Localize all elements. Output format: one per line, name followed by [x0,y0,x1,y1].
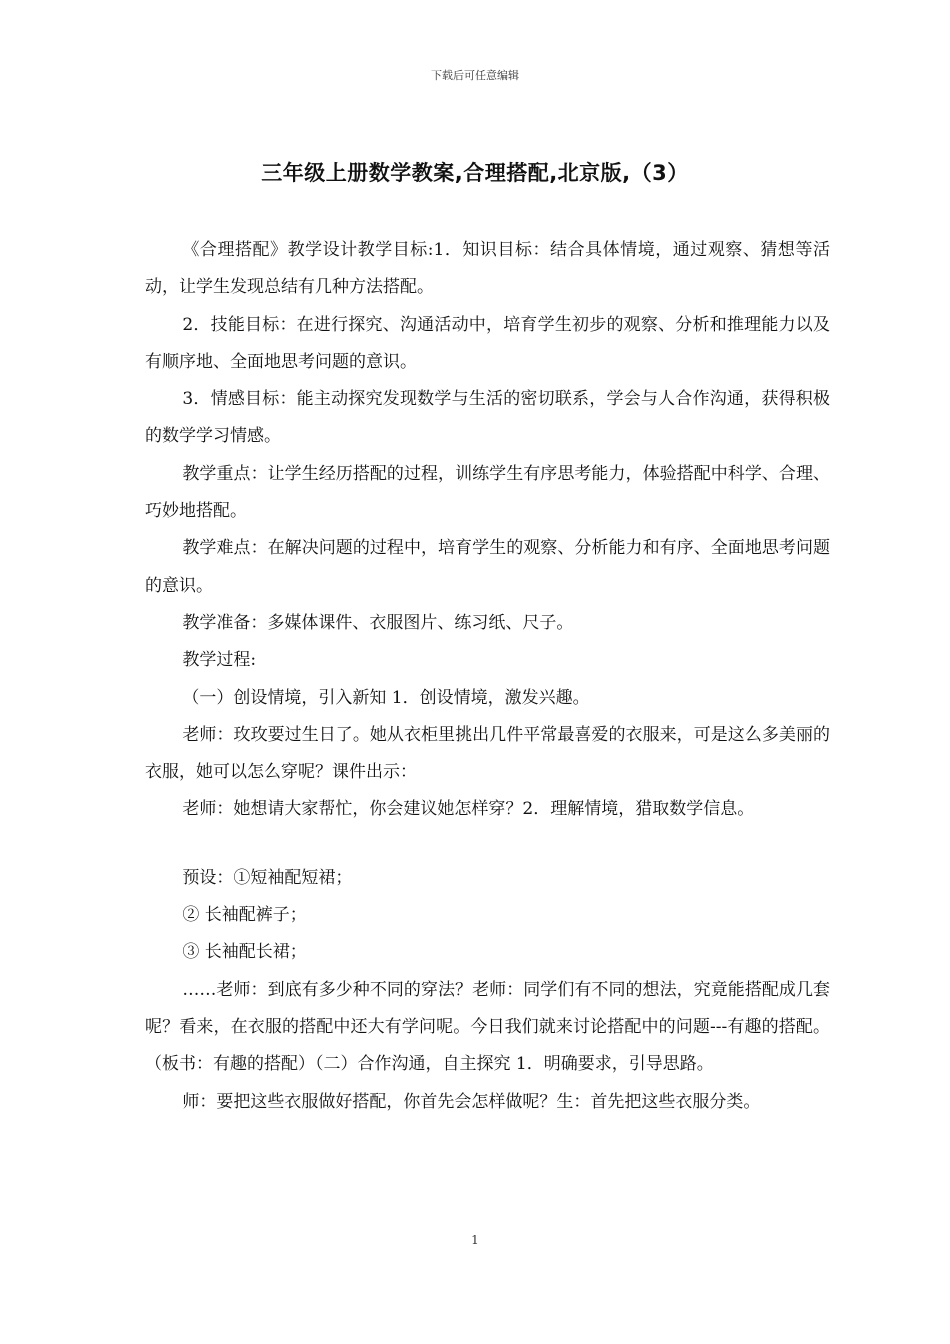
paragraph-discussion: ……老师：到底有多少种不同的穿法？老师：同学们有不同的想法，究竟能搭配成几套呢？看来，在衣服的搭配中还大有学问呢。今日我们就来讨论搭配中的问题---有趣的搭配。（板书：有趣的搭配）（二）合作沟通，自主探究 1．明确要求，引导思路。 [145,979,830,1075]
paragraph-section-one: （一）创设情境，引入新知 1．创设情境，激发兴趣。 [182,687,590,708]
paragraph-key-points: 教学重点：让学生经历搭配的过程，训练学生有序思考能力，体验搭配中科学、合理、巧妙地搭配。 [145,463,830,522]
document-body [145,232,830,1121]
paragraph-preparation: 教学准备：多媒体课件、衣服图片、练习纸、尺子。 [182,612,574,633]
paragraph-preset-1: 预设：①短袖配短裙； [182,867,353,888]
paragraph-classify: 师：要把这些衣服做好搭配，你首先会怎样做呢？生：首先把这些衣服分类。 [182,1091,761,1112]
page-number: 1 [471,1233,479,1247]
paragraph-teacher-intro: 老师：玫玫要过生日了。她从衣柜里挑出几件平常最喜爱的衣服来，可是这么多美丽的衣服，她可以怎么穿呢？课件出示： [145,724,830,783]
paragraph-process-heading: 教学过程: [182,650,257,671]
paragraph-skill-goal: 2．技能目标：在进行探究、沟通活动中，培育学生初步的观察、分析和推理能力以及有顺序地、全面地思考问题的意识。 [145,314,830,372]
paragraph-objectives: 《合理搭配》教学设计教学目标:1．知识目标：结合具体情境，通过观察、猜想等活动，让学生发现总结有几种方法搭配。 [145,240,830,298]
paragraph-emotion-goal: 3．情感目标：能主动探究发现数学与生活的密切联系，学会与人合作沟通，获得积极的数学学习情感。 [145,389,830,447]
document-title: 三年级上册数学教案,合理搭配,北京版,（3） [261,161,689,185]
paragraph-preset-2: ② 长袖配裤子； [182,905,307,926]
paragraph-preset-3: ③ 长袖配长裙； [182,942,307,963]
paragraph-difficulties: 教学难点：在解决问题的过程中，培育学生的观察、分析能力和有序、全面地思考问题的意识。 [145,538,830,596]
paragraph-teacher-question: 老师：她想请大家帮忙，你会建议她怎样穿？2．理解情境，猎取数学信息。 [182,799,755,820]
header-note: 下载后可任意编辑 [431,69,519,82]
